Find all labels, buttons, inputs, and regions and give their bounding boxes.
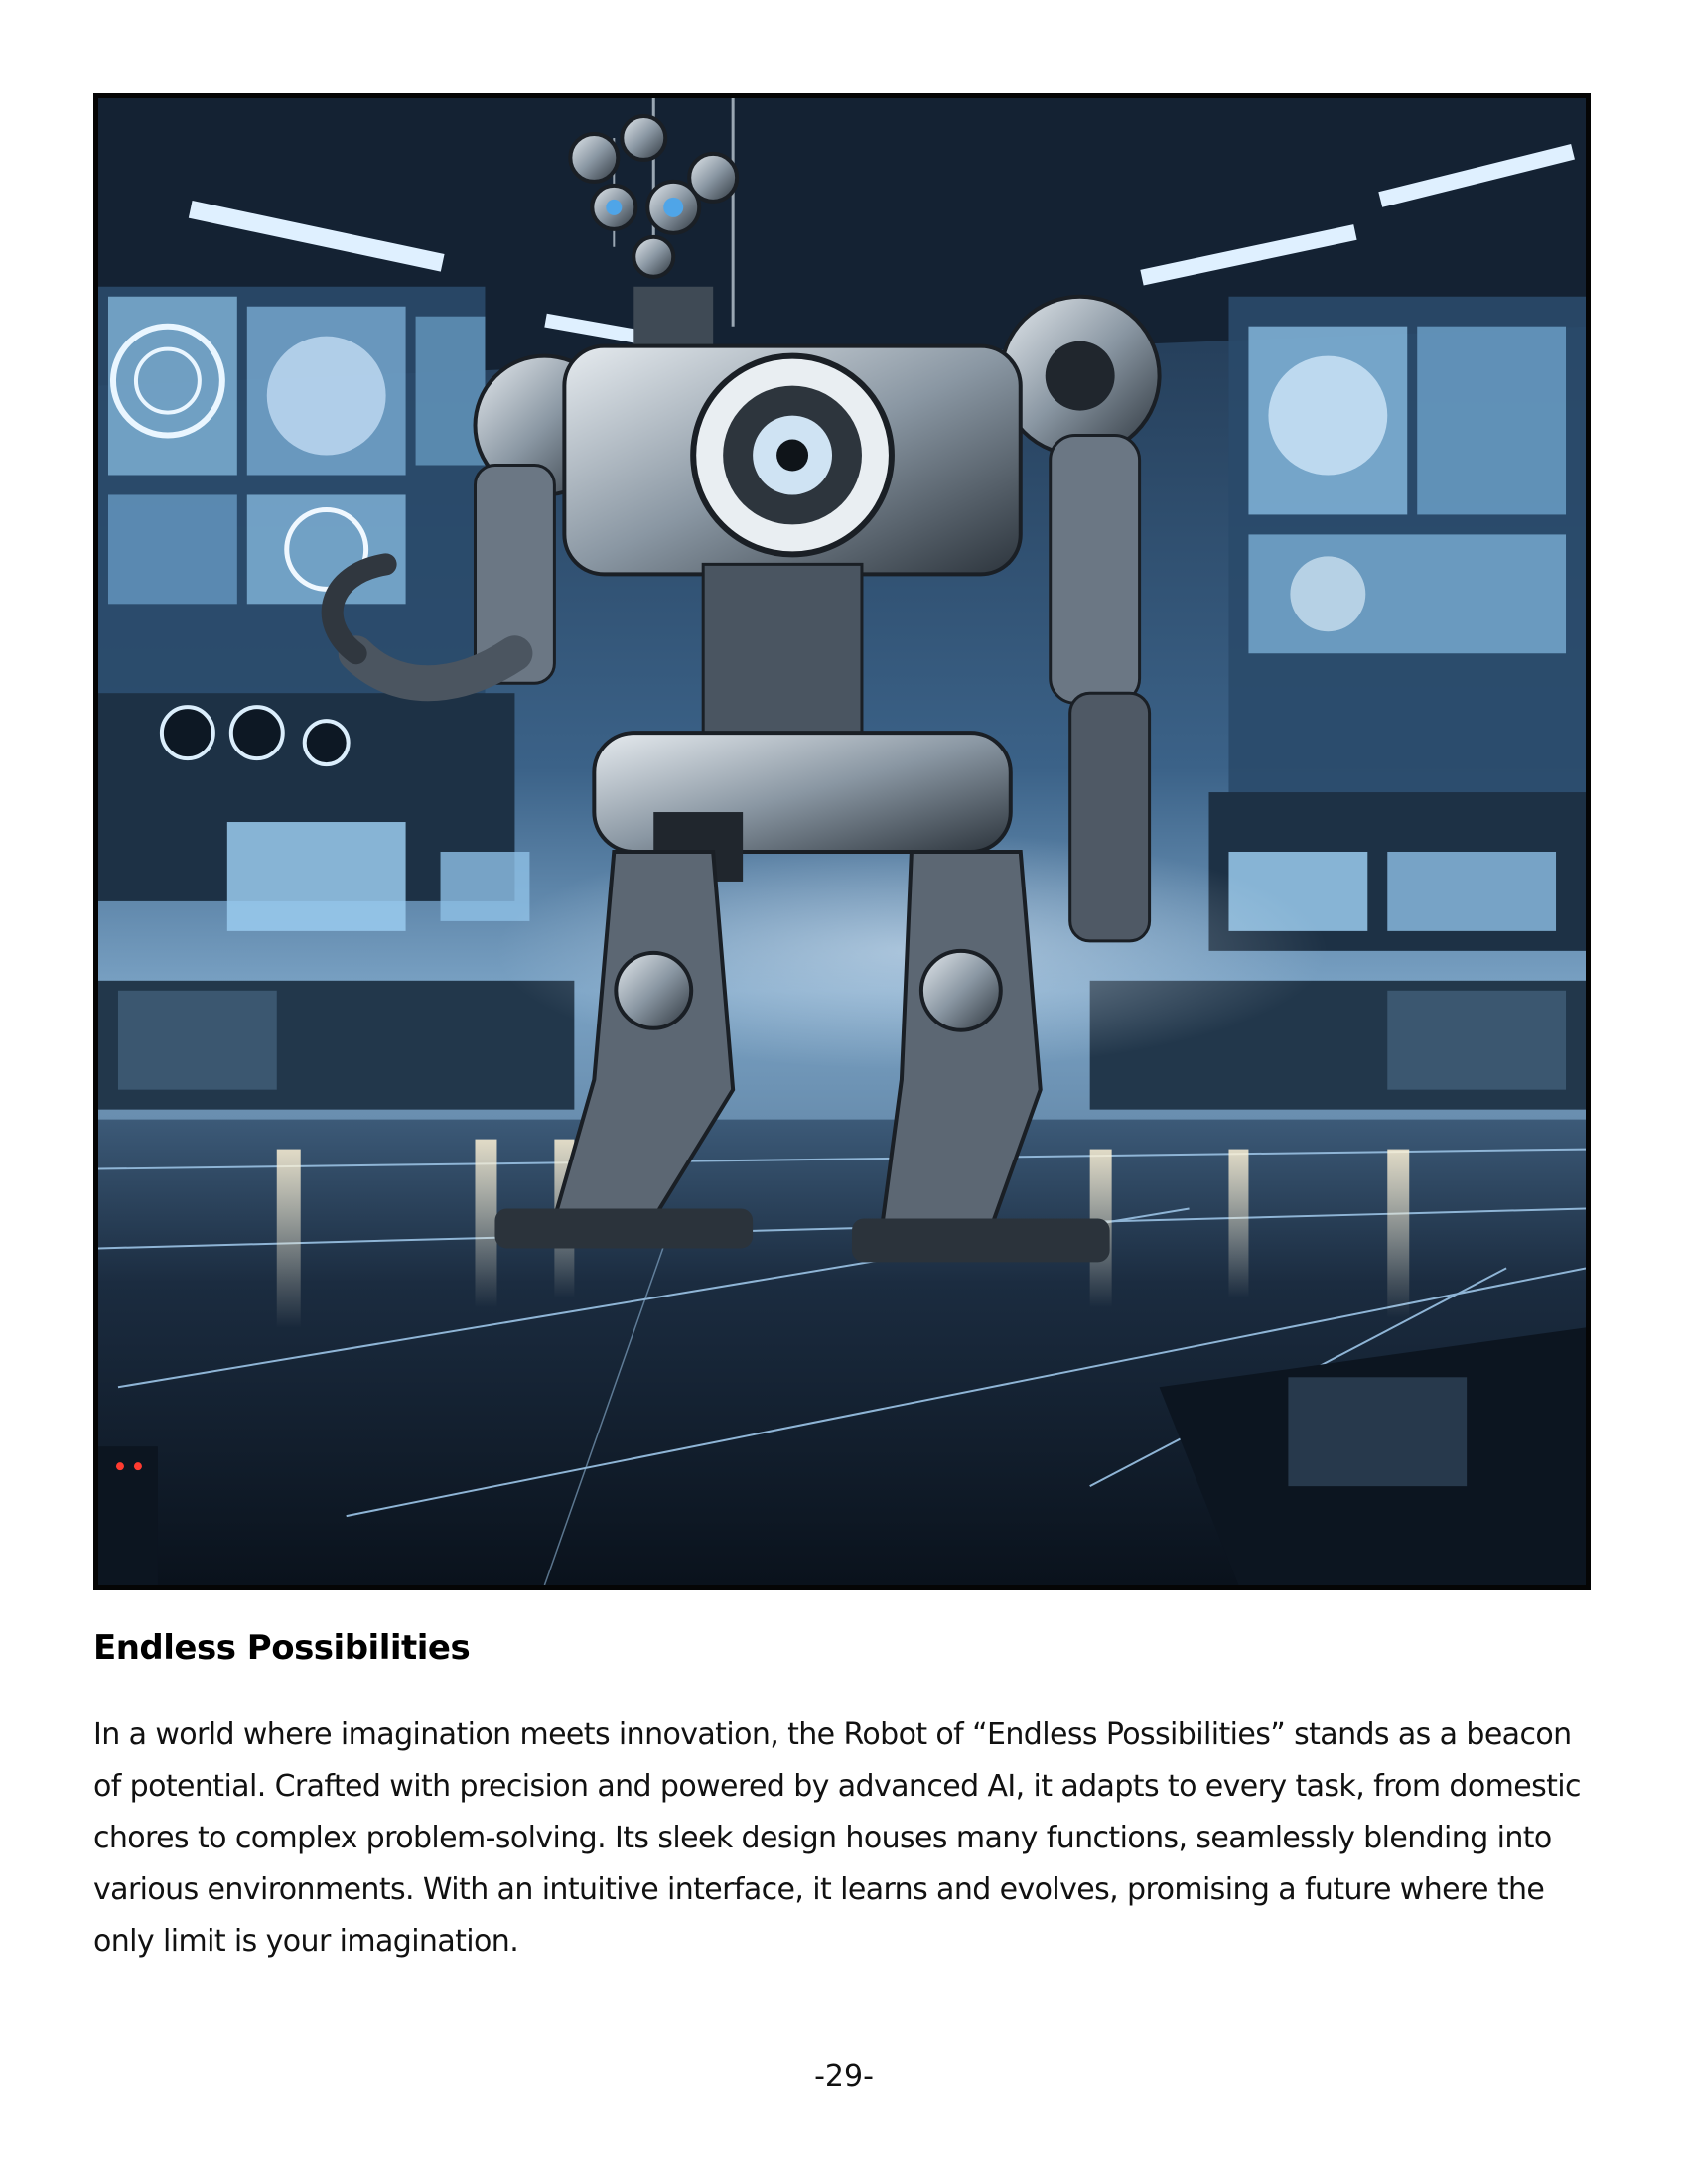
robot-lab-scene xyxy=(98,98,1586,1585)
body-paragraph: In a world where imagination meets innovation, the Robot of “Endless Possibilities” stands as a beacon of potential. Crafted with precision and powered by advanced AI, it adapts to every task, from domestic chores to complex problem-solving. Its sleek design houses many functions, seamlessly blending into various environments. With an intuitive interface, it learns and evolves, promising a future where the only limit is your imagination. xyxy=(93,1717,1581,1959)
robot-illustration xyxy=(93,93,1591,1590)
section-heading: Endless Possibilities xyxy=(93,1628,471,1668)
page-number: -29- xyxy=(814,2059,874,2094)
